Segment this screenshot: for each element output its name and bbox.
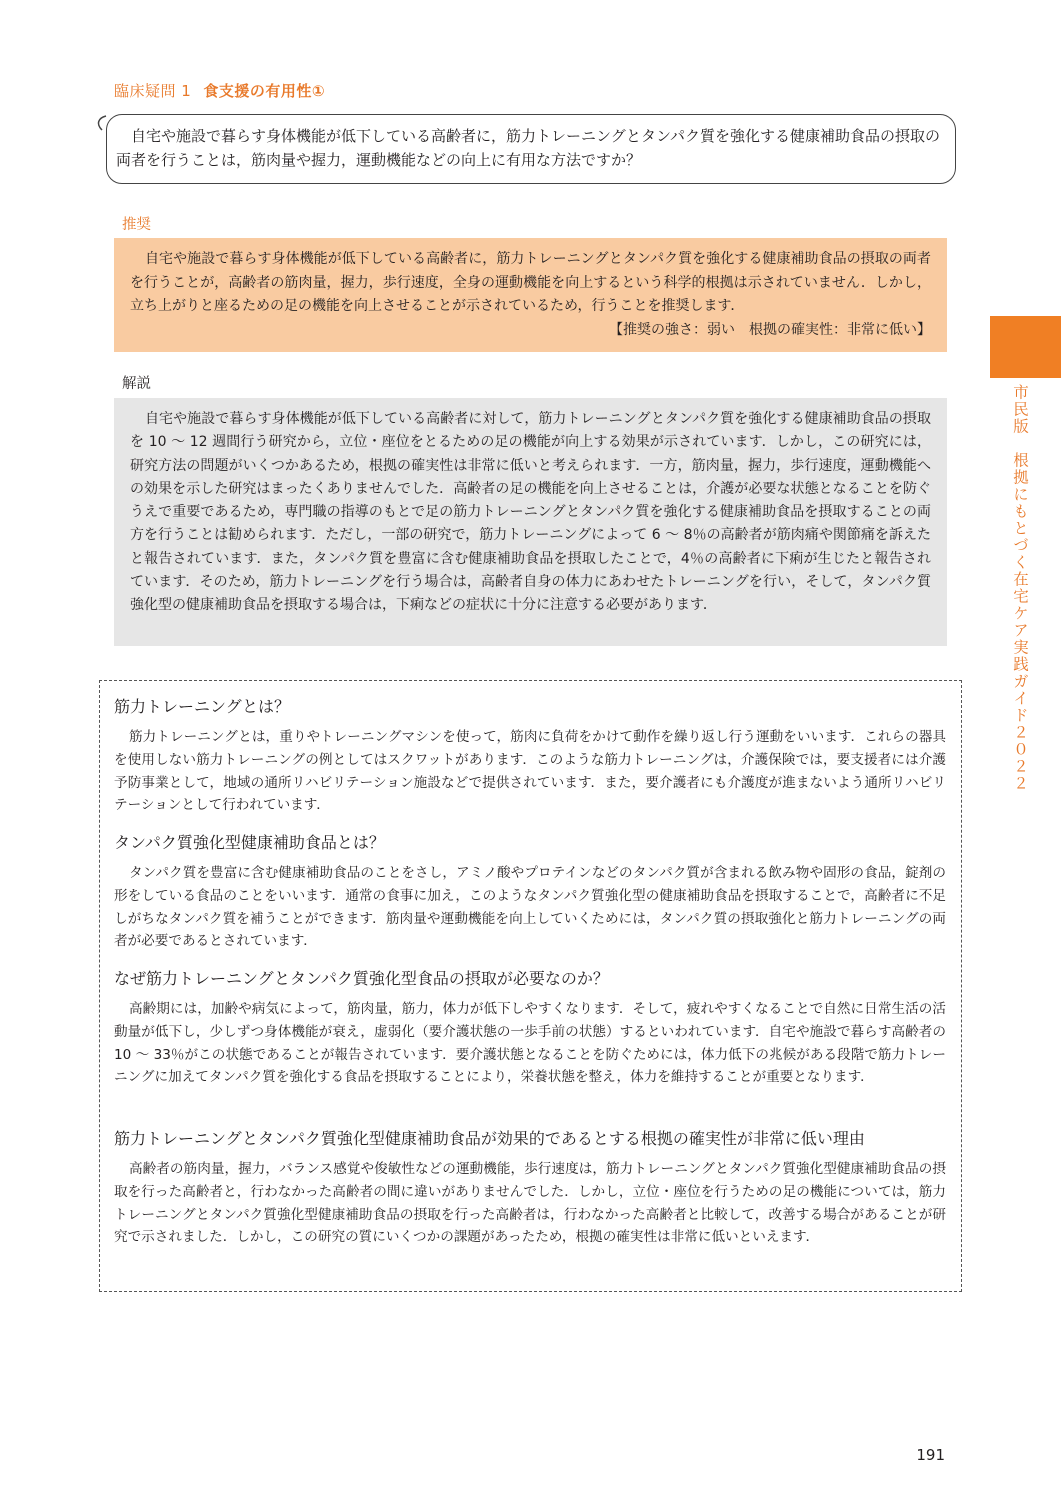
glossary-body: 高齢者の筋肉量，握力，バランス感覚や俊敏性などの運動機能，歩行速度は，筋力トレーニングとタンパク質強化型健康補助食品の摂取を行った高齢者と，行わなかった高齢者の間に違いがありませんでした．しかし，立位・座位を行うための足の機能については，筋力トレーニングとタンパク質強化型健康補助食品の摂取を行った高齢者は，行わなかった高齢者と比較して，改善する場合があることが研究で示されました．しかし，この研究の質にいくつかの課題があったため，根拠の確実性は非常に低いといえます． bbox=[114, 1161, 946, 1246]
explanation-text: 自宅や施設で暮らす身体機能が低下している高齢者に対して，筋力トレーニングとタンパク質を強化する健康補助食品の摂取を 10 〜 12 週間行う研究から，立位・座位をとるための足の機能が向上する効果が示されています．しかし，この研究には，研究方法の問題がいくつかあるため，根拠の確実性は非常に低いと考えられます．一方，筋肉量，握力，歩行速度，運動機能への効果を示した研究はまったくありませんでした．高齢者の足の機能を向上させることは，介護が必要な状態となることを防ぐうえで重要であるため，専門職の指導のもとで足の筋力トレーニングとタンパク質を強化する健康補助食品を摂取することの両方を行うことは勧められます．ただし，一部の研究で，筋力トレーニングによって 6 〜 8％の高齢者が筋肉痛や関節痛を訴えたと報告されています．また，タンパク質を豊富に含む健康補助食品を摂取したことで，4％の高齢者に下痢が生じたと報告されています．そのため，筋力トレーニングを行う場合は，高齢者自身の体力にあわせたトレーニングを行い，そして，タンパク質強化型の健康補助食品を摂取する場合は，下痢などの症状に十分に注意する必要があります． bbox=[130, 411, 931, 614]
page-number: 191 bbox=[916, 1446, 945, 1464]
glossary-body: 高齢期には，加齢や病気によって，筋肉量，筋力，体力が低下しやすくなります．そして，疲れやすくなることで自然に日常生活の活動量が低下し，少しずつ身体機能が衰え，虚弱化（要介護状態の一歩手前の状態）するといわれています．自宅や施設で暮らす高齢者の 10 〜 33％がこの状態であることが報告されています．要介護状態となることを防ぐためには，体力低下の兆候がある段階で筋力トレーニングに加えてタンパク質を強化する食品を摂取することにより，栄養状態を整え，体力を維持することが重要となります． bbox=[114, 1001, 946, 1086]
explanation-box bbox=[114, 398, 947, 646]
clinical-question-number: 臨床疑問 1 bbox=[114, 82, 192, 100]
question-text: 自宅や施設で暮らす身体機能が低下している高齢者に，筋力トレーニングとタンパク質を強化する健康補助食品の摂取の両者を行うことは，筋肉量や握力，運動機能などの向上に有用な方法ですか？ bbox=[116, 127, 940, 169]
clinical-question-title: 食支援の有用性① bbox=[203, 82, 326, 100]
glossary-heading: 筋力トレーニングとは？ bbox=[114, 697, 291, 716]
side-tab-marker bbox=[990, 316, 1061, 378]
recommendation-text: 自宅や施設で暮らす身体機能が低下している高齢者に，筋力トレーニングとタンパク質を強化する健康補助食品の摂取の両者を行うことが，高齢者の筋肉量，握力，歩行速度，全身の運動機能を向上するという科学的根拠は示されていません．しかし，立ち上がりと座るための足の機能を向上させることが示されているため，行うことを推奨します． bbox=[130, 251, 931, 314]
recommendation-box bbox=[114, 238, 947, 352]
glossary-body: 筋力トレーニングとは，重りやトレーニングマシンを使って，筋肉に負荷をかけて動作を繰り返し行う運動をいいます．これらの器具を使用しない筋力トレーニングの例としてはスクワットがあります．このような筋力トレーニングは，介護保険では，要支援者には介護予防事業として，地域の通所リハビリテーション施設などで提供されています．また，要介護者にも介護度が進まないよう通所リハビリテーションとして行われています． bbox=[114, 729, 946, 814]
glossary-heading: タンパク質強化型健康補助食品とは？ bbox=[114, 833, 385, 852]
side-tab-text: 市民版 根拠にもとづく在宅ケア実践ガイド２０２２ bbox=[1011, 384, 1029, 792]
glossary-heading: 筋力トレーニングとタンパク質強化型健康補助食品が効果的であるとする根拠の確実性が非常に低い理由 bbox=[114, 1129, 865, 1148]
clinical-question-header bbox=[114, 80, 325, 101]
explanation-label: 解説 bbox=[122, 376, 151, 392]
glossary-heading: なぜ筋力トレーニングとタンパク質強化型食品の摂取が必要なのか？ bbox=[114, 969, 609, 988]
recommendation-label: 推奨 bbox=[122, 217, 151, 233]
glossary-body: タンパク質を豊富に含む健康補助食品のことをさし，アミノ酸やプロテインなどのタンパク質が含まれる飲み物や固形の食品，錠剤の形をしている食品のことをいいます．通常の食事に加え，このようなタンパク質強化型の健康補助食品を摂取することで，高齢者に不足しがちなタンパク質を補うことができます．筋肉量や運動機能を向上していくためには，タンパク質の摂取強化と筋力トレーニングの両者が必要であるとされています． bbox=[114, 865, 946, 950]
recommendation-strength: 【推奨の強さ：弱い 根拠の確実性：非常に低い】 bbox=[609, 321, 931, 338]
